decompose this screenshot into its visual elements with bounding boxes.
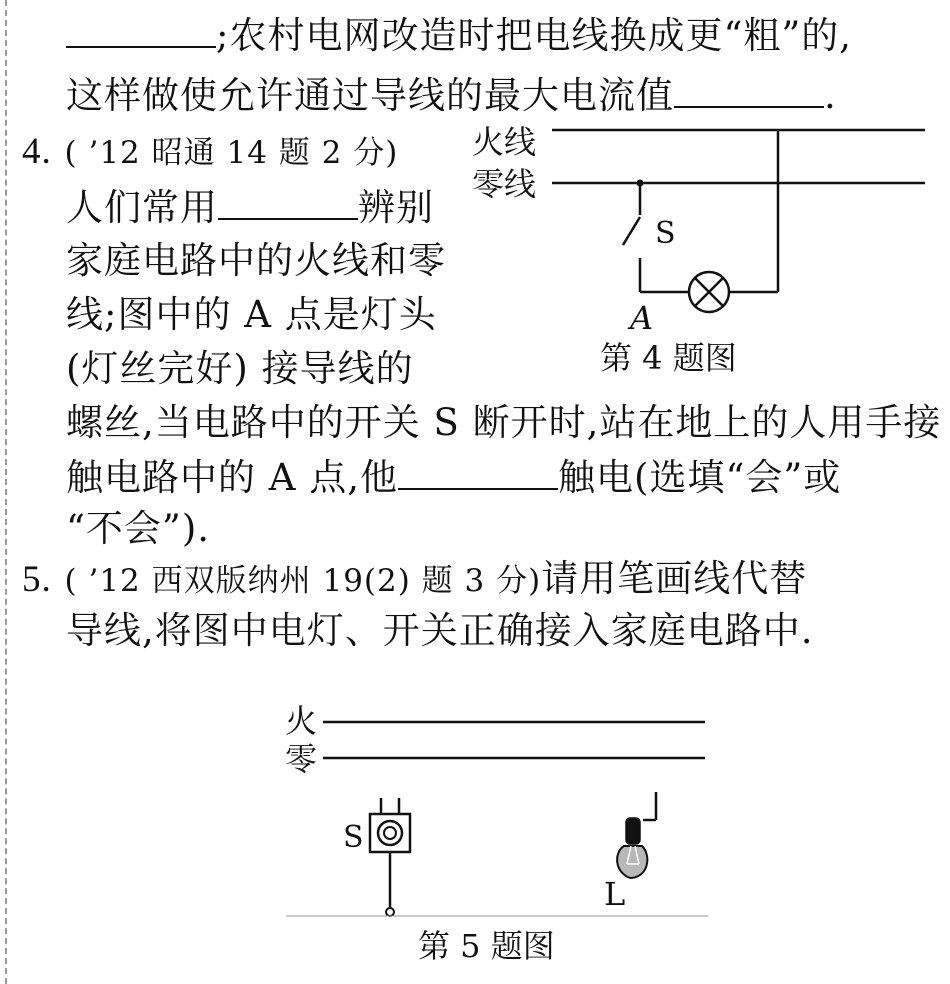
q4-text-line-7: “不会”). — [66, 507, 211, 550]
q5-circuit-figure — [280, 700, 720, 975]
q5-live-wire-label: 火 — [285, 702, 318, 740]
q4-text-line-4: (灯丝完好) 接导线的 — [66, 347, 414, 390]
q4-figure-caption: 第 4 题图 — [600, 339, 737, 377]
q3-tail-line-2: 这样做使允许通过导线的最大电流值 . — [66, 74, 837, 117]
q5-text-line-1: 请用笔画线代替 — [541, 557, 808, 600]
q3-tail-line-1: ;农村电网改造时把电线换成更“粗”的, — [66, 12, 852, 59]
q5-lamp-label: L — [604, 875, 626, 913]
q4-live-wire-label: 火线 — [472, 123, 537, 161]
q5-number: 5. — [22, 559, 52, 600]
q5-neutral-wire-label: 零 — [285, 740, 318, 778]
q4-neutral-wire-label: 零线 — [472, 165, 537, 203]
q5-source: ( ’12 西双版纳州 19(2) 题 3 分) — [64, 563, 542, 599]
q4-header — [22, 128, 398, 176]
q5-switch-symbol[interactable] — [370, 798, 410, 916]
q3-answer-blank-2[interactable] — [674, 72, 824, 108]
q4-lamp-symbol — [689, 272, 729, 312]
q4-switch-label: S — [655, 216, 676, 251]
q4-answer-blank-2[interactable] — [398, 454, 558, 490]
q5-switch-label: S — [343, 820, 364, 855]
q4-number: 4. — [22, 131, 52, 172]
q4-switch-blade — [623, 217, 640, 245]
q4-text-line-2: 家庭电路中的火线和零 — [66, 239, 446, 282]
q3-answer-blank-1[interactable] — [66, 12, 216, 48]
binding-margin-rule — [5, 0, 7, 984]
q4-text-line-1: 人们常用 辨别 — [66, 186, 434, 229]
q5-text-line-2: 导线,将图中电灯、开关正确接入家庭电路中. — [66, 609, 814, 652]
q5-figure-caption: 第 5 题图 — [418, 927, 555, 965]
q4-answer-blank-1[interactable] — [218, 184, 358, 220]
q4-point-a-label: A — [630, 299, 654, 337]
q4-text-line-5: 螺丝,当电路中的开关 S 断开时,站在地上的人用手接 — [66, 401, 942, 444]
q5-header — [22, 556, 807, 604]
q4-text-line-6: 触电路中的 A 点,他 触电(选填“会”或 — [66, 456, 842, 499]
q5-lightbulb-icon[interactable] — [617, 792, 656, 878]
q4-source: ( ’12 昭通 14 题 2 分) — [64, 135, 399, 171]
q4-text-line-3: 线;图中的 A 点是灯头 — [66, 293, 437, 336]
q4-circuit-figure — [460, 115, 940, 385]
